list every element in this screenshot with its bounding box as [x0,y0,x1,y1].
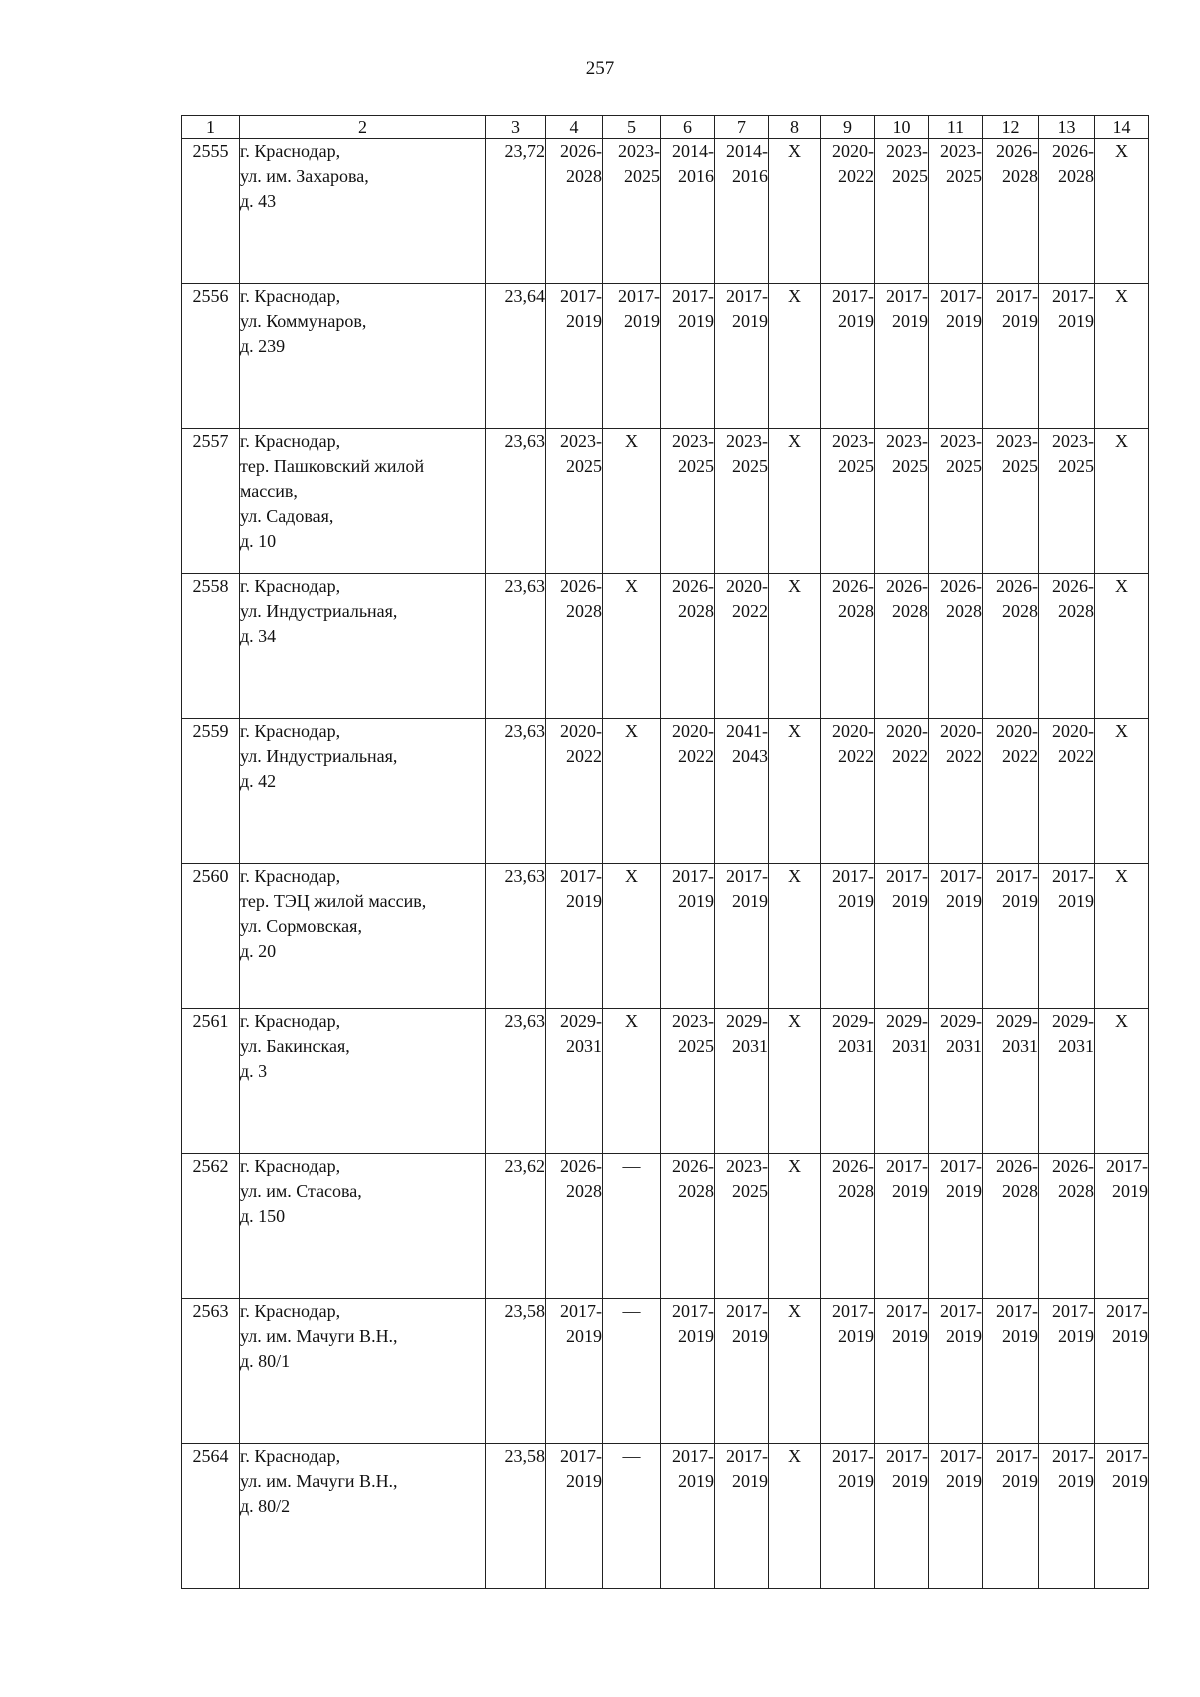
period-cell-col-14: Х [1095,1009,1149,1154]
column-header-8: 8 [769,116,821,139]
period-cell-col-7: 2023- 2025 [715,1154,769,1299]
column-header-4: 4 [546,116,603,139]
period-cell-col-12: 2029- 2031 [983,1009,1039,1154]
period-cell-col-11: 2020- 2022 [929,719,983,864]
period-cell-col-4: 2029- 2031 [546,1009,603,1154]
address-cell: г. Краснодар, тер. ТЭЦ жилой массив, ул. Сормовская, д. 20 [240,864,486,1009]
period-cell-col-11: 2017- 2019 [929,1299,983,1444]
page-number: 257 [585,58,615,79]
period-cell-col-5: 2023- 2025 [603,139,661,284]
period-cell-col-6: 2026- 2028 [661,1154,715,1299]
period-cell-col-12: 2023- 2025 [983,429,1039,574]
period-cell-col-8: Х [769,1154,821,1299]
area-cell: 23,63 [486,1009,546,1154]
period-cell-col-5: — [603,1299,661,1444]
period-cell-col-13: 2017- 2019 [1039,864,1095,1009]
row-number: 2561 [182,1009,240,1154]
period-cell-col-9: 2017- 2019 [821,284,875,429]
period-cell-col-6: 2017- 2019 [661,1299,715,1444]
period-cell-col-9: 2017- 2019 [821,1299,875,1444]
column-number-row [182,116,1149,139]
period-cell-col-5: 2017- 2019 [603,284,661,429]
period-cell-col-10: 2017- 2019 [875,1444,929,1589]
area-cell: 23,62 [486,1154,546,1299]
period-cell-col-14: Х [1095,429,1149,574]
period-cell-col-10: 2017- 2019 [875,864,929,1009]
area-cell: 23,64 [486,284,546,429]
period-cell-col-9: 2017- 2019 [821,864,875,1009]
period-cell-col-8: Х [769,139,821,284]
period-cell-col-13: 2017- 2019 [1039,284,1095,429]
table-row [182,864,1149,1009]
period-cell-col-6: 2020- 2022 [661,719,715,864]
column-header-5: 5 [603,116,661,139]
period-cell-col-12: 2017- 2019 [983,1299,1039,1444]
column-header-6: 6 [661,116,715,139]
period-cell-col-4: 2020- 2022 [546,719,603,864]
address-cell: г. Краснодар, ул. им. Захарова, д. 43 [240,139,486,284]
period-cell-col-12: 2020- 2022 [983,719,1039,864]
period-cell-col-8: Х [769,574,821,719]
area-cell: 23,72 [486,139,546,284]
column-header-10: 10 [875,116,929,139]
area-cell: 23,63 [486,864,546,1009]
period-cell-col-12: 2017- 2019 [983,864,1039,1009]
table-row [182,574,1149,719]
table-row [182,429,1149,574]
period-cell-col-7: 2041- 2043 [715,719,769,864]
period-cell-col-12: 2026- 2028 [983,1154,1039,1299]
period-cell-col-9: 2026- 2028 [821,574,875,719]
period-cell-col-13: 2017- 2019 [1039,1299,1095,1444]
column-header-7: 7 [715,116,769,139]
period-cell-col-12: 2017- 2019 [983,1444,1039,1589]
period-cell-col-14: 2017- 2019 [1095,1299,1149,1444]
period-cell-col-9: 2020- 2022 [821,139,875,284]
period-cell-col-13: 2020- 2022 [1039,719,1095,864]
period-cell-col-8: Х [769,719,821,864]
period-cell-col-7: 2017- 2019 [715,864,769,1009]
area-cell: 23,63 [486,719,546,864]
address-cell: г. Краснодар, ул. им. Стасова, д. 150 [240,1154,486,1299]
period-cell-col-13: 2026- 2028 [1039,574,1095,719]
period-cell-col-7: 2014- 2016 [715,139,769,284]
period-cell-col-11: 2017- 2019 [929,1444,983,1589]
period-cell-col-11: 2017- 2019 [929,284,983,429]
row-number: 2560 [182,864,240,1009]
period-cell-col-5: Х [603,429,661,574]
period-cell-col-9: 2029- 2031 [821,1009,875,1154]
column-header-13: 13 [1039,116,1095,139]
period-cell-col-11: 2029- 2031 [929,1009,983,1154]
period-cell-col-10: 2023- 2025 [875,139,929,284]
period-cell-col-8: Х [769,284,821,429]
period-cell-col-7: 2023- 2025 [715,429,769,574]
period-cell-col-7: 2020- 2022 [715,574,769,719]
period-cell-col-5: Х [603,864,661,1009]
period-cell-col-5: Х [603,574,661,719]
period-cell-col-8: Х [769,429,821,574]
period-cell-col-6: 2017- 2019 [661,864,715,1009]
period-cell-col-10: 2017- 2019 [875,1299,929,1444]
period-cell-col-14: Х [1095,574,1149,719]
table-row [182,139,1149,284]
period-cell-col-11: 2017- 2019 [929,1154,983,1299]
table-row [182,1009,1149,1154]
row-number: 2559 [182,719,240,864]
period-cell-col-4: 2017- 2019 [546,1299,603,1444]
row-number: 2557 [182,429,240,574]
period-cell-col-11: 2023- 2025 [929,429,983,574]
period-cell-col-13: 2026- 2028 [1039,1154,1095,1299]
table-row [182,1444,1149,1589]
column-header-9: 9 [821,116,875,139]
column-header-12: 12 [983,116,1039,139]
column-header-1: 1 [182,116,240,139]
period-cell-col-11: 2017- 2019 [929,864,983,1009]
table-row [182,719,1149,864]
row-number: 2564 [182,1444,240,1589]
period-cell-col-8: Х [769,1444,821,1589]
period-cell-col-5: Х [603,1009,661,1154]
period-cell-col-13: 2029- 2031 [1039,1009,1095,1154]
period-cell-col-4: 2017- 2019 [546,284,603,429]
address-cell: г. Краснодар, ул. им. Мачуги В.Н., д. 80/2 [240,1444,486,1589]
row-number: 2563 [182,1299,240,1444]
period-cell-col-7: 2017- 2019 [715,1299,769,1444]
period-cell-col-6: 2023- 2025 [661,429,715,574]
period-cell-col-7: 2017- 2019 [715,1444,769,1589]
period-cell-col-7: 2017- 2019 [715,284,769,429]
row-number: 2558 [182,574,240,719]
period-cell-col-10: 2023- 2025 [875,429,929,574]
row-number: 2562 [182,1154,240,1299]
period-cell-col-8: Х [769,864,821,1009]
period-cell-col-6: 2023- 2025 [661,1009,715,1154]
period-cell-col-4: 2026- 2028 [546,574,603,719]
period-cell-col-8: Х [769,1009,821,1154]
period-cell-col-4: 2026- 2028 [546,1154,603,1299]
period-cell-col-5: Х [603,719,661,864]
period-cell-col-9: 2026- 2028 [821,1154,875,1299]
column-header-3: 3 [486,116,546,139]
period-cell-col-12: 2026- 2028 [983,574,1039,719]
period-cell-col-14: Х [1095,719,1149,864]
data-table [181,115,1149,1589]
period-cell-col-6: 2017- 2019 [661,1444,715,1589]
period-cell-col-14: 2017- 2019 [1095,1444,1149,1589]
column-header-14: 14 [1095,116,1149,139]
period-cell-col-6: 2014- 2016 [661,139,715,284]
period-cell-col-11: 2026- 2028 [929,574,983,719]
period-cell-col-10: 2020- 2022 [875,719,929,864]
address-cell: г. Краснодар, ул. Индустриальная, д. 42 [240,719,486,864]
period-cell-col-5: — [603,1444,661,1589]
period-cell-col-4: 2023- 2025 [546,429,603,574]
period-cell-col-10: 2026- 2028 [875,574,929,719]
period-cell-col-9: 2017- 2019 [821,1444,875,1589]
address-cell: г. Краснодар, ул. Бакинская, д. 3 [240,1009,486,1154]
period-cell-col-13: 2017- 2019 [1039,1444,1095,1589]
period-cell-col-11: 2023- 2025 [929,139,983,284]
address-cell: г. Краснодар, ул. Коммунаров, д. 239 [240,284,486,429]
period-cell-col-13: 2023- 2025 [1039,429,1095,574]
period-cell-col-14: 2017- 2019 [1095,1154,1149,1299]
row-number: 2556 [182,284,240,429]
period-cell-col-6: 2026- 2028 [661,574,715,719]
table-row [182,284,1149,429]
area-cell: 23,58 [486,1444,546,1589]
period-cell-col-6: 2017- 2019 [661,284,715,429]
area-cell: 23,63 [486,574,546,719]
address-cell: г. Краснодар, ул. Индустриальная, д. 34 [240,574,486,719]
period-cell-col-10: 2017- 2019 [875,1154,929,1299]
period-cell-col-12: 2026- 2028 [983,139,1039,284]
period-cell-col-10: 2029- 2031 [875,1009,929,1154]
period-cell-col-9: 2023- 2025 [821,429,875,574]
period-cell-col-7: 2029- 2031 [715,1009,769,1154]
column-header-2: 2 [240,116,486,139]
area-cell: 23,63 [486,429,546,574]
period-cell-col-9: 2020- 2022 [821,719,875,864]
period-cell-col-13: 2026- 2028 [1039,139,1095,284]
period-cell-col-5: — [603,1154,661,1299]
period-cell-col-14: Х [1095,284,1149,429]
period-cell-col-4: 2026- 2028 [546,139,603,284]
period-cell-col-14: Х [1095,139,1149,284]
period-cell-col-4: 2017- 2019 [546,864,603,1009]
row-number: 2555 [182,139,240,284]
table-row [182,1299,1149,1444]
period-cell-col-8: Х [769,1299,821,1444]
period-cell-col-4: 2017- 2019 [546,1444,603,1589]
address-cell: г. Краснодар, ул. им. Мачуги В.Н., д. 80/1 [240,1299,486,1444]
address-cell: г. Краснодар, тер. Пашковский жилой массив, ул. Садовая, д. 10 [240,429,486,574]
table-body [182,139,1149,1589]
area-cell: 23,58 [486,1299,546,1444]
period-cell-col-12: 2017- 2019 [983,284,1039,429]
period-cell-col-14: Х [1095,864,1149,1009]
table-row [182,1154,1149,1299]
period-cell-col-10: 2017- 2019 [875,284,929,429]
column-header-11: 11 [929,116,983,139]
